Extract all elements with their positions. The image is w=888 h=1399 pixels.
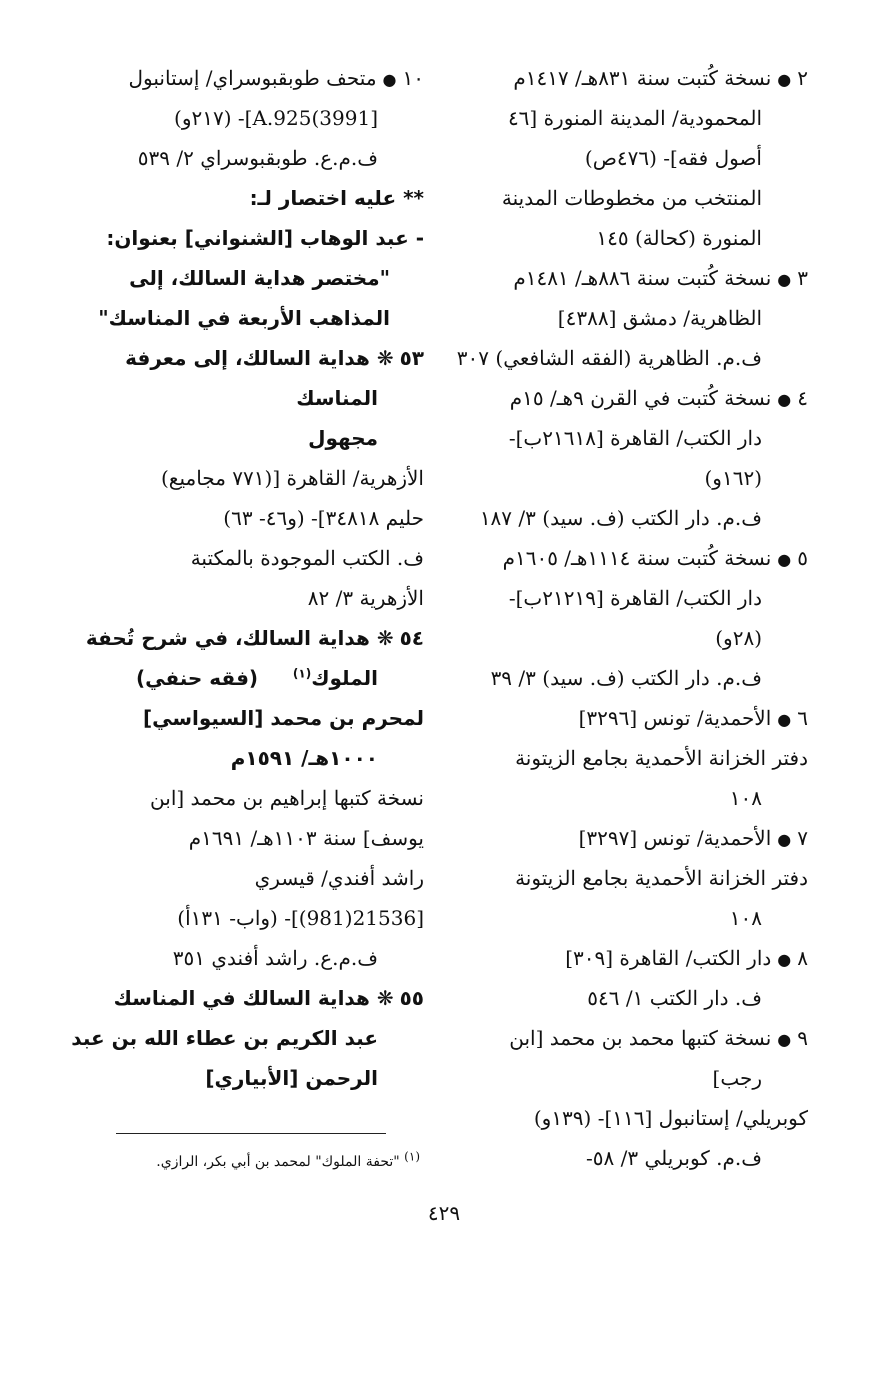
bullet-icon: ● <box>777 390 792 409</box>
entry-line: الظاهرية/ دمشق [٤٣٨٨] <box>557 306 762 330</box>
footnote-ref[interactable]: (١) <box>292 666 312 681</box>
entry-line <box>78 58 424 98</box>
right-column <box>456 58 808 1178</box>
entry-line <box>464 818 808 858</box>
footnote-text: "تحفة الملوك" لمحمد بن أبي بكر، الرازي. <box>156 1154 400 1170</box>
entry-number: ٣ <box>797 266 808 290</box>
entry-line: يوسف] سنة ١١٠٣هـ/ ١٦٩١م <box>188 826 424 850</box>
star-icon: ❋ <box>376 986 394 1010</box>
entry-line: المحمودية/ المدينة المنورة [٤٦ <box>507 106 762 130</box>
entry-number: ٥ <box>797 546 808 570</box>
entry-number: ٥٤ <box>399 626 424 650</box>
entry-line: ف.م.ع. طوبقبوسراي ٢/ ٥٣٩ <box>137 146 378 170</box>
entry-author: مجهول <box>308 426 378 450</box>
entry-text: نسخة كُتبت سنة ٨٣١هـ/ ١٤١٧م <box>513 66 772 90</box>
bullet-icon: ● <box>777 70 792 89</box>
entry-line: ف.م. الظاهرية (الفقه الشافعي) ٣٠٧ <box>456 346 762 370</box>
entry-text: نسخة كتبها محمد بن محمد [ابن <box>509 1026 772 1050</box>
entry-line: دفتر الخزانة الأحمدية بجامع الزيتونة <box>515 866 808 890</box>
entry-text: الأحمدية/ تونس [٣٢٩٧] <box>578 826 772 850</box>
bullet-icon: ● <box>777 830 792 849</box>
entry-author: عبد الكريم بن عطاء الله بن عبد <box>71 1026 378 1050</box>
entry-text: متحف طوبقبوسراي/ إستانبول <box>128 66 377 90</box>
entry-text: نسخة كُتبت سنة ٨٨٦هـ/ ١٤٨١م <box>513 266 772 290</box>
entry-line <box>464 258 808 298</box>
entry-number: ٥٣ <box>399 346 424 370</box>
abridgement-line: المذاهب الأربعة في المناسك" <box>98 306 390 330</box>
entry-number: ٨ <box>797 946 808 970</box>
entry-line: راشد أفندي/ قيسري <box>254 866 424 890</box>
abridgement-line: - عبد الوهاب [الشنواني] بعنوان: <box>106 226 424 250</box>
entry-number: ٤ <box>797 386 808 410</box>
bullet-icon: ● <box>382 70 397 89</box>
star-icon: ❋ <box>376 346 394 370</box>
bullet-icon: ● <box>777 950 792 969</box>
entry-line: كوبريلي/ إستانبول [١١٦]- (١٣٩و) <box>533 1106 808 1130</box>
entry-line: الأزهرية/ القاهرة [(٧٧١ مجاميع) <box>161 466 424 490</box>
entry-line: ١٠٨ <box>729 906 762 930</box>
entry-text: دار الكتب/ القاهرة [٣٠٩] <box>565 946 772 970</box>
entry-line: رجب] <box>712 1066 762 1090</box>
entry-line <box>464 538 808 578</box>
entry-number: ٩ <box>797 1026 808 1050</box>
entry-line <box>464 938 808 978</box>
title-text: الملوك <box>311 666 378 690</box>
entry-line: دار الكتب/ القاهرة [٢١٦١٨ب]- <box>508 426 762 450</box>
entry-number: ٥٥ <box>399 986 424 1010</box>
entry-line: ف.م. دار الكتب (ف. سيد) ٣/ ١٨٧ <box>479 506 762 530</box>
entry-title: المناسك <box>296 386 378 410</box>
entry-line: أصول فقه]- (٤٧٦ص) <box>584 146 762 170</box>
entry-line: (٢٨و) <box>715 626 762 650</box>
entry-line <box>464 378 808 418</box>
title-text: هداية السالك، في شرح تُحفة <box>85 626 370 650</box>
entry-author: الرحمن [الأبياري] <box>205 1066 378 1090</box>
entry-line: دار الكتب/ القاهرة [٢١٢١٩ب]- <box>508 586 762 610</box>
entry-line: المنورة (كحالة) ١٤٥ <box>596 226 762 250</box>
entry-number: ٢ <box>797 66 808 90</box>
entry-line: ف.م. دار الكتب (ف. سيد) ٣/ ٣٩ <box>490 666 762 690</box>
entry-author: لمحرم بن محمد [السيواسي] <box>142 706 424 730</box>
entry-line: (١٦٢و) <box>704 466 762 490</box>
entry-line: [3991)A.925]- (٢١٧و) <box>174 106 378 130</box>
entry-line: ١٠٨ <box>729 786 762 810</box>
entry-title <box>78 338 424 378</box>
entry-line: ف.م.ع. راشد أفندي ٣٥١ <box>172 946 378 970</box>
bullet-icon: ● <box>777 550 792 569</box>
footnote <box>80 1150 420 1174</box>
entry-author: ١٠٠٠هـ/ ١٥٩١م <box>230 746 378 770</box>
subject-label: (فقه حنفي) <box>135 666 259 690</box>
entry-line: نسخة كتبها إبراهيم بن محمد [ابن <box>150 786 424 810</box>
entry-line: ف.م. كوبريلي ٣/ ٥٨- <box>586 1146 762 1170</box>
entry-title <box>78 618 424 658</box>
entry-line: المنتخب من مخطوطات المدينة <box>501 186 762 210</box>
page-number: ٤٢٩ <box>427 1201 461 1225</box>
entry-number: ١٠ <box>402 66 424 90</box>
entry-line: ف. الكتب الموجودة بالمكتبة <box>190 546 424 570</box>
abridgement-line: "مختصر هداية السالك، إلى <box>129 266 390 290</box>
entry-text: نسخة كُتبت سنة ١١١٤هـ/ ١٦٠٥م <box>502 546 772 570</box>
footnote-divider <box>116 1133 386 1134</box>
entry-line: ف. دار الكتب ١/ ٥٤٦ <box>587 986 762 1010</box>
entry-line <box>464 698 808 738</box>
title-text: هداية السالك، إلى معرفة <box>125 346 370 370</box>
entry-line <box>464 1018 808 1058</box>
entry-title <box>78 978 424 1018</box>
entry-line: دفتر الخزانة الأحمدية بجامع الزيتونة <box>515 746 808 770</box>
entry-number: ٧ <box>797 826 808 850</box>
entry-text: الأحمدية/ تونس [٣٢٩٦] <box>578 706 772 730</box>
star-icon: ❋ <box>376 626 394 650</box>
abridgement-heading: ** عليه اختصار لـ: <box>249 186 424 210</box>
left-column <box>71 58 424 1098</box>
bullet-icon: ● <box>777 270 792 289</box>
entry-text: نسخة كُتبت في القرن ٩هـ/ ١٥م <box>509 386 772 410</box>
entry-line: الأزهرية ٣/ ٨٢ <box>307 586 424 610</box>
entry-title <box>78 658 424 698</box>
bullet-icon: ● <box>777 710 792 729</box>
footnote-mark: (١) <box>404 1149 420 1164</box>
entry-line: حليم ٣٤٨١٨]- (و٤٦- ٦٣) <box>223 506 424 530</box>
entry-line: [21536(981)]- (واب- ١٣١أ) <box>177 906 424 930</box>
title-text: هداية السالك في المناسك <box>113 986 370 1010</box>
entry-line <box>464 58 808 98</box>
entry-number: ٦ <box>797 706 808 730</box>
bullet-icon: ● <box>777 1030 792 1049</box>
